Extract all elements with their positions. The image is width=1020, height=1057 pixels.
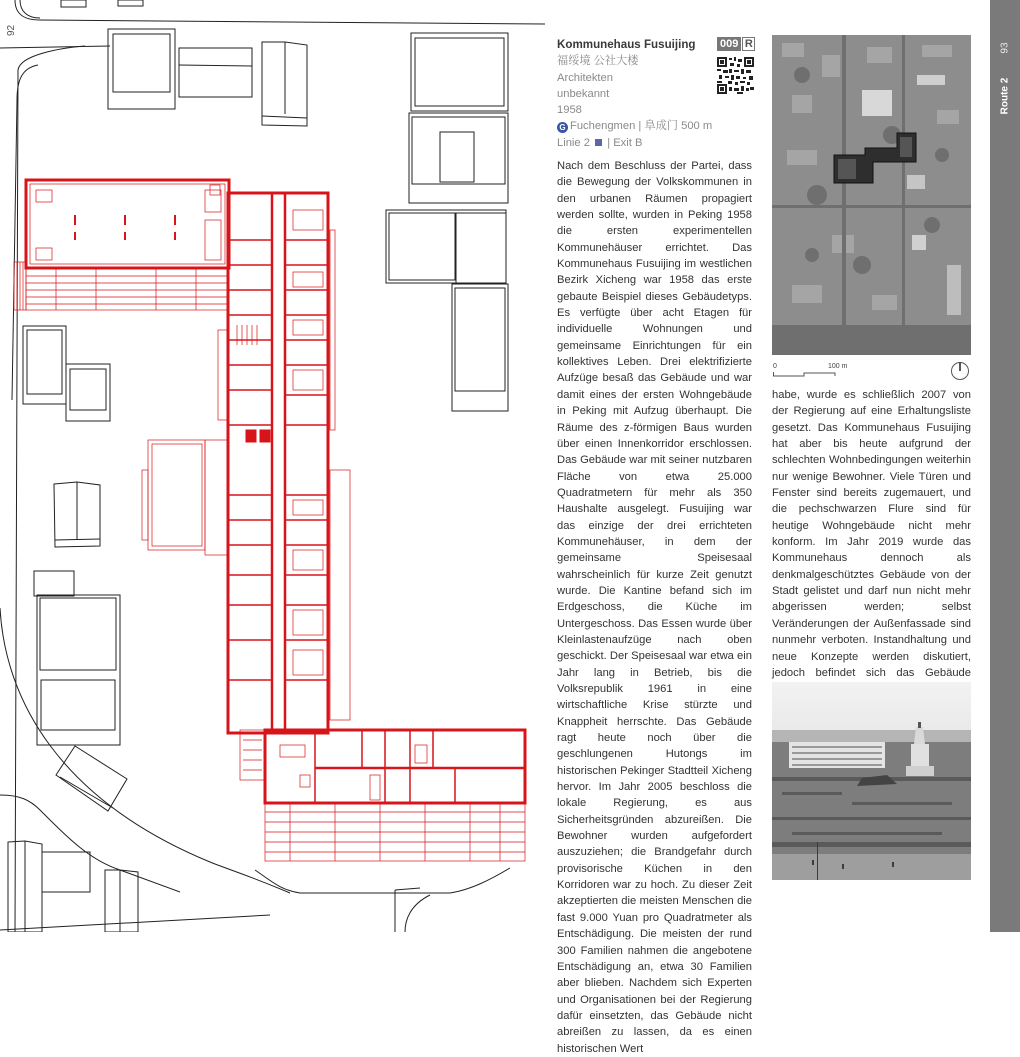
aerial-photo [772, 35, 971, 355]
line-info [557, 135, 717, 151]
metro-line: Linie 2 [557, 136, 590, 149]
entry-letter: R [742, 37, 755, 51]
qr-code-icon[interactable] [717, 57, 754, 94]
body-paragraph: habe, wurde es schließlich 2007 von der Regierung auf eine Erhaltungsliste gesetzt. Das Kommunehaus Fusuijing hat aber bis heute aufgrund der schlechten Wohnbedingungen weiterhin nur wenige Bewohner. Viele Türen und Fenster sind bereits zugemauert, und die pechschwarzen Flure sind für heutige Wohngebäude nicht mehr konform. Im Jahr 2019 wurde das Kommunehaus dennoch als denkmalgeschütztes Gebäude von der Stadt gelistet und darf nun nicht mehr abgerissen werden; selbst Veränderungen der Außenfassade sind nunmehr verboten. Instandhaltung und neue Konzepte werden diskutiert, jedoch befindet sich das Gebäude [772, 389, 971, 679]
scale-end: 100 m [828, 363, 848, 370]
body-text-column-2 [772, 387, 971, 698]
bottom-balcony-rows [265, 803, 525, 861]
entry-info [557, 37, 717, 151]
entry-badge [717, 37, 755, 51]
scale-start: 0 [773, 363, 777, 370]
entry-title: Kommunehaus Fusuijing [557, 38, 696, 51]
body-text-column-1 [557, 158, 752, 1057]
entry-number: 009 [717, 37, 741, 51]
entry-year: 1958 [557, 104, 582, 117]
route-label: Route 2 [999, 77, 1011, 115]
left-page-number: 92 [6, 24, 17, 36]
architect-name: unbekannt [557, 87, 610, 100]
metro-exit: | Exit B [607, 136, 643, 149]
scale-bar-icon [772, 360, 972, 384]
floor-plan-drawing [0, 0, 545, 932]
right-page-number: 93 [999, 42, 1011, 54]
red-floor-plan [14, 180, 525, 861]
line-color-square-icon [595, 139, 602, 146]
entry-chinese-name: 福绥境 公社大楼 [557, 55, 639, 68]
architect-label: Architekten [557, 71, 613, 84]
metro-icon: G [557, 122, 568, 133]
metro-station: Fuchengmen | 阜成门 500 m [570, 120, 713, 133]
body-paragraph: Nach dem Beschluss der Partei, dass die Bewegung der Volkskommunen in den urbanen Räumen propagiert werden sollte, wurden in Peking 1958 die ersten experimentellen Kommunehäuser errichtet. Das Kommunehaus Fusuijing im westlichen Bezirk Xicheng war 1958 das erste gebaute Beispiel dieses Gebäudetyps. Es verfügte über acht Etagen für individuelle Wohnungen und gemeinsame Einrichtungen für ein kollektives Leben. Drei elektrifizierte Aufzüge besaß das Gebäude und war damit eines der ersten Wohngebäude in Peking mit Aufzug überhaupt. Die Räume des z-förmigen Baus wurden über einen Innenkorridor erschlossen. Das Gebäude war mit seiner nutzbaren Fläche von etwa 25.000 Quadratmetern für mehr als 350 Haushalte ausgelegt. Fusuijing war das einzige der drei errichteten Kommunehäuser, in dem der gemeinsame Speisesaal wahrscheinlich für kurze Zeit genutzt wurde. Die Kantine befand sich im Erdgeschoss, die Küche im Untergeschoss. Das Essen wurde über Kleinlastenaufzüge nach oben geschickt. Der Speisesaal war etwa ein Jahr lang in Betrieb, bis die Volksrepublik 1961 in eine wirtschaftliche Krise stürzte und Knappheit herrschte. Das Gebäude ragt heute noch über die geschlungenen Hutongs im historischen Pekinger Stadtteil Xicheng hervor. Im Jahr 2005 beschloss die lokale Regierung, es aus Sicherheitsgründen abzureißen. Die Bewohner wurden aufgefordert auszuziehen; die Brandgefahr durch provisorische Küchen in den Korridoren war zu hoch. Zu dieser Zeit akzeptierten die meisten Menschen die fast 9.000 Yuan pro Quadratmeter als Entschädigung. Die meisten der rund 300 Familien nahmen die angebotene Entschädigung an, etwa 30 Familien aber blieben. Nachdem sich Experten und Organisationen bei der Regierung dafür einsetzten, das Gebäude nicht abreißen zu lassen, da es einen historischen Wert [557, 160, 752, 1055]
metro-info [557, 118, 717, 134]
historical-photo [772, 682, 971, 880]
section-tab-sidebar [990, 0, 1020, 932]
map-scale [772, 360, 972, 384]
